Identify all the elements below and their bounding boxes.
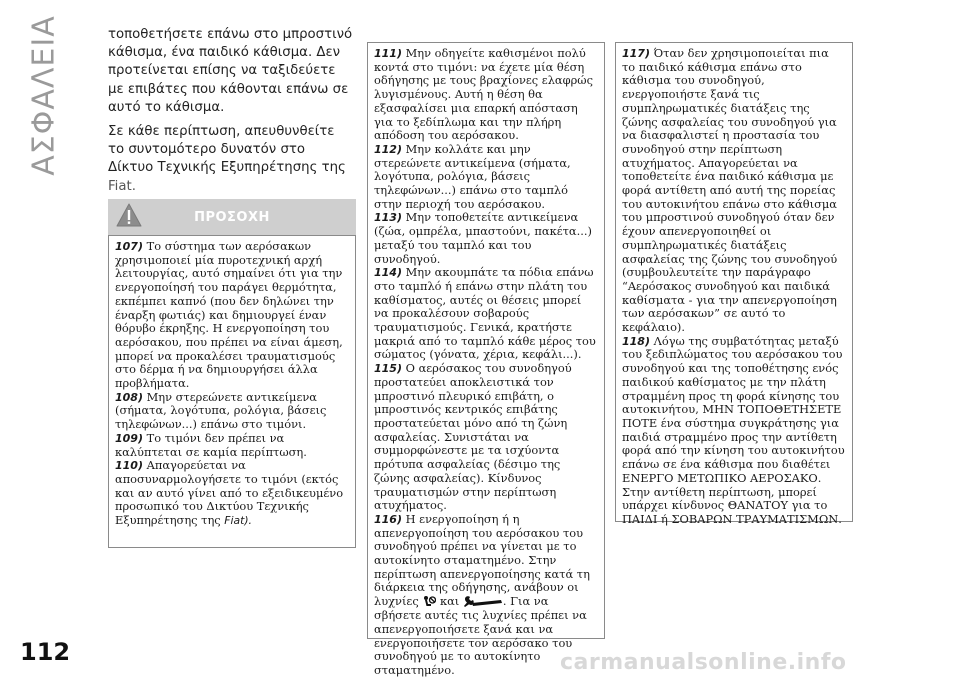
note-113: 113) Μην τοποθετείτε αντικείμενα (ζώα, ομπρέλα, μπαστούνι, πακέτα...) μεταξύ του ταμπλό και του συνοδηγού. [374, 210, 592, 266]
note-111: 111) Μην οδηγείτε καθισμένοι πολύ κοντά στο τιμόνι: να έχετε μία θέση οδήγησης με τους βραχίονες ελαφρώς λυγισμένους. Αυτή η θέση θα εξασφαλίσει μια επαρκή απόσταση για το ξεδίπλωμα και την πλήρη απόδοση του αερόσακου. [374, 46, 593, 143]
warning-notes-column-2 [367, 42, 605, 677]
note-107: 107) Το σύστημα των αερόσακων χρησιμοποιεί μία πυροτεχνική αρχή λειτουργίας, αυτό σημαίνει ότι για την ενεργοποίησή του παράγει θερμότητα, εκπέμπει καπνό (που δεν δηλώνει την έναρξη φωτιάς) και δημιουργεί έναν θόρυβο έκρηξης. Η ενεργοποίηση του αερόσακου, που πρέπει να είναι άμεση, μπορεί να προκαλέσει τραυματισμούς στο δέρμα ή να δημιουργήσει άλλα προβλήματα. [115, 239, 343, 391]
section-title: ΑΣΦΑΛΕΙΑ [26, 14, 62, 176]
watermark: carmanualsonline.info [560, 650, 847, 675]
warning-triangle-icon [116, 203, 142, 227]
brand-name: Fiat. [108, 178, 136, 194]
note-114: 114) Μην ακουμπάτε τα πόδια επάνω στο ταμπλό ή επάνω στην πλάτη του καθίσματος, αυτές οι θέσεις μπορεί να προκαλέσουν σοβαρούς τραυματισμούς. Γενικά, κρατήστε μακριά από το ταμπλό κάθε μέρος του σώματος (γόνατα, χέρια, κεφάλι...). [374, 265, 596, 362]
note-117: 117) Όταν δεν χρησιμοποιείται πια το παιδικό κάθισμα επάνω στο κάθισμα του συνοδηγού, ενεργοποιήστε ξανά τις συμπληρωματικές διατάξεις της ζώνης ασφαλείας του συνοδηγού για να διασφαλιστεί η προστασία του συνοδηγού στην περίπτωση ατυχήματος. Απαγορεύεται να τοποθετείτε ένα παιδικό κάθισμα με φορά αντίθετη από αυτή της πορείας του αυτοκινήτου επάνω στο κάθισμα του μπροστινού συνοδηγού όταν δεν έχουν απενεργοποιηθεί οι συμπληρωματικές διατάξεις ασφαλείας της ζώνης του συνοδηγού (συμβουλευτείτε την παράγραφο “Αερόσακος συνοδηγού και παιδικά καθίσματα - για την απενεργοποίηση των αερόσακων” σε αυτό το κεφάλαιο). [622, 46, 838, 335]
airbag-off-warning-light-icon [422, 595, 436, 609]
warning-notes-column-1 [108, 235, 356, 548]
warning-header [108, 199, 356, 235]
note-110: 110) Απαγορεύεται να αποσυναρμολογήσετε το τιμόνι (εκτός και αν αυτό γίνει από το εξειδικευμένο προσωπικό του Δικτύου Τεχνικής Εξυπηρέτησης της Fiat). [115, 458, 344, 528]
note-109: 109) Το τιμόνι δεν πρέπει να καλύπτεται σε καμία περίπτωση. [115, 430, 307, 459]
warning-title: ΠΡΟΣΟΧΗ [194, 209, 270, 225]
note-112: 112) Μην κολλάτε και μην στερεώνετε αντικείμενα (σήματα, λογότυπα, ρολόγια, βάσεις τηλεφώνων...) επάνω στο ταμπλό στην περιοχή του αερόσακου. [374, 141, 571, 211]
section-title-vertical [14, 14, 74, 176]
note-116: 116) Η ενεργοποίηση ή η απενεργοποίηση του αερόσακου του συνοδηγού πρέπει να γίνεται με το αυτοκίνητο σταματημένο. Στην περίπτωση απενεργοποίησης κατά τη διάρκεια της οδήγησης, ανάβουν οι λυχνίες και . Για να σβήσετε αυτές τις λυχνίες πρέπει να απενεργοποιήσετε ξανά και να ενεργοποιήσετε τον αερόσακο του συνοδηγού με το αυτοκίνητο σταματημένο. [374, 511, 590, 677]
warning-notes-column-3 [615, 42, 853, 526]
note-115: 115) Ο αερόσακος του συνοδηγού προστατεύει αποκλειστικά τον μπροστινό πλευρικό επιβάτη, ο μπροστινός κεντρικός επιβάτης προστατεύεται μόνο από τη ζώνη ασφαλείας. Συνιστάται να συμμορφώνεστε με τα ισχύοντα πρότυπα ασφαλείας (δέσιμο της ζώνης ασφαλείας). Κίνδυνος τραυματισμών στην περίπτωση ατυχήματος. [374, 361, 572, 513]
intro-paragraph-1: τοποθετήσετε επάνω στο μπροστινό κάθισμα, ένα παιδικό κάθισμα. Δεν προτείνεται επίσης να ταξιδεύετε με επιβάτες που κάθονται επάνω σε αυτό το κάθισμα. [108, 27, 353, 115]
note-108: 108) Μην στερεώνετε αντικείμενα (σήματα, λογότυπα, ρολόγια, βάσεις τηλεφώνων...) επάνω στο τιμόνι. [115, 389, 327, 432]
note-118: 118) Λόγω της συμβατότητας μεταξύ του ξεδιπλώματος του αερόσακου του συνοδηγού και της τοποθέτησης ενός παιδικού καθίσματος με την πλάτη στραμμένη προς τη φορά κίνησης του αυτοκινήτου, ΜΗΝ ΤΟΠΟΘΕΤΗΣΕΤΕ ΠΟΤΕ ένα σύστημα συγκράτησης για παιδιά στραμμένο προς την αντίθετη φορά από την κίνηση του αυτοκινήτου επάνω σε ένα κάθισμα που διαθέτει ΕΝΕΡΓΟ ΜΕΤΩΠΙΚΟ ΑΕΡΟΣΑΚΟ. Στην αντίθετη περίπτωση, μπορεί υπάρχει κίνδυνος ΘΑΝΑΤΟΥ για το ΠΑΙΔΙ ή ΣΟΒΑΡΩΝ ΤΡΑΥΜΑΤΙΣΜΩΝ. [622, 333, 845, 526]
wrench-service-light-icon [463, 595, 503, 609]
intro-paragraph-2: Σε κάθε περίπτωση, απευθυνθείτε το συντομότερο δυνατόν στο Δίκτυο Τεχνικής Εξυπηρέτησης της Fiat. [108, 124, 346, 194]
page-number: 112 [20, 638, 71, 666]
intro-text [108, 26, 353, 202]
